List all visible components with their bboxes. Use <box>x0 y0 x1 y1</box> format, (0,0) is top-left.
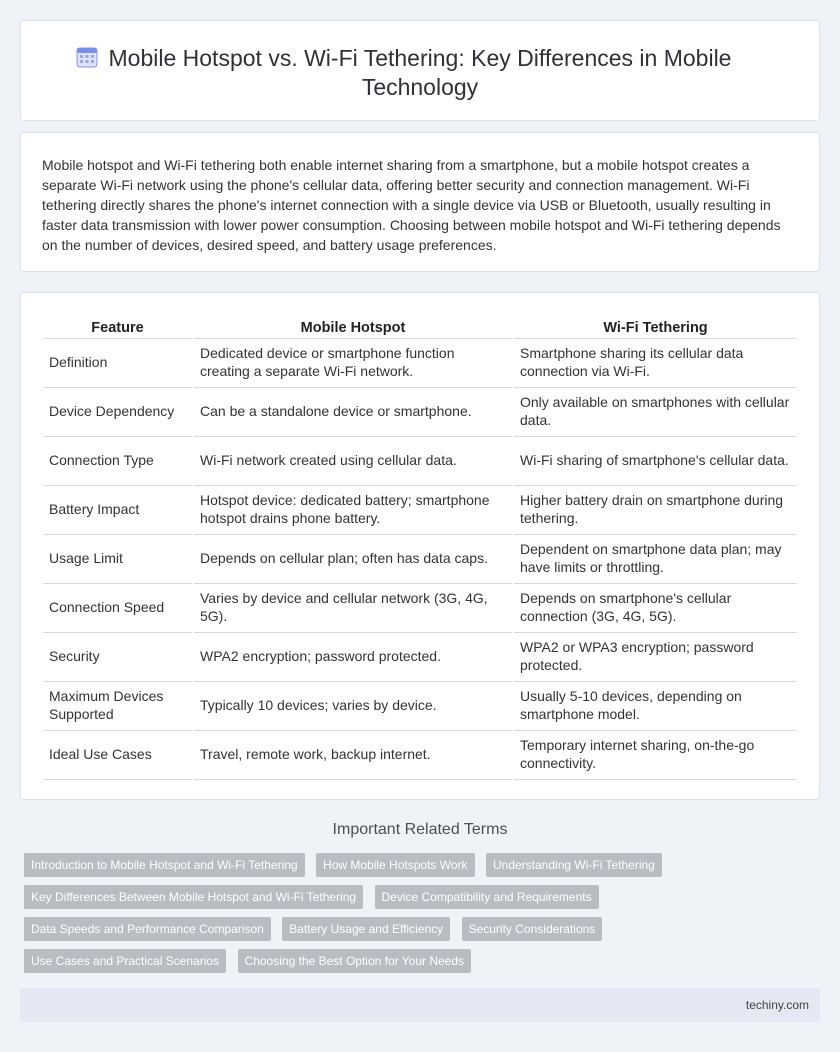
table-row <box>43 681 798 730</box>
related-terms-heading: Important Related Terms <box>332 821 508 838</box>
footer <box>20 988 820 1022</box>
related-terms-list <box>24 853 814 981</box>
related-term-tag[interactable]: Use Cases and Practical Scenarios <box>24 949 226 973</box>
mobile-hotspot-cell: Varies by device and cellular network (3G, 4G, 5G). <box>193 583 513 632</box>
feature-cell: Definition <box>43 338 193 387</box>
related-term-tag[interactable]: Data Speeds and Performance Comparison <box>24 917 271 941</box>
wifi-tethering-cell: WPA2 or WPA3 encryption; password protected. <box>513 632 798 681</box>
table-row <box>43 730 798 779</box>
mobile-hotspot-cell: Depends on cellular plan; often has data caps. <box>193 534 513 583</box>
header-card <box>20 20 820 121</box>
mobile-hotspot-cell: Wi-Fi network created using cellular data. <box>193 436 513 485</box>
related-term-tag[interactable]: How Mobile Hotspots Work <box>316 853 475 877</box>
column-header-mobile-hotspot: Mobile Hotspot <box>193 316 513 338</box>
table-row <box>43 534 798 583</box>
footer-site-link[interactable]: techiny.com <box>745 998 809 1012</box>
wifi-tethering-cell: Wi-Fi sharing of smartphone's cellular data. <box>513 436 798 485</box>
feature-cell: Battery Impact <box>43 485 193 534</box>
table-row <box>43 387 798 436</box>
related-term-tag[interactable]: Choosing the Best Option for Your Needs <box>238 949 471 973</box>
wifi-tethering-cell: Dependent on smartphone data plan; may have limits or throttling. <box>513 534 798 583</box>
feature-cell: Security <box>43 632 193 681</box>
mobile-hotspot-cell: WPA2 encryption; password protected. <box>193 632 513 681</box>
related-term-tag[interactable]: Understanding Wi-Fi Tethering <box>486 853 662 877</box>
wifi-tethering-cell: Smartphone sharing its cellular data connection via Wi-Fi. <box>513 338 798 387</box>
wifi-tethering-cell: Usually 5-10 devices, depending on smartphone model. <box>513 681 798 730</box>
related-term-tag[interactable]: Device Compatibility and Requirements <box>375 885 599 909</box>
feature-cell: Device Dependency <box>43 387 193 436</box>
mobile-hotspot-cell: Travel, remote work, backup internet. <box>193 730 513 779</box>
intro-card <box>20 132 820 272</box>
table-row <box>43 436 798 485</box>
feature-cell: Ideal Use Cases <box>43 730 193 779</box>
table-row <box>43 583 798 632</box>
related-term-tag[interactable]: Security Considerations <box>462 917 603 941</box>
comparison-table-card <box>20 292 820 800</box>
feature-cell: Maximum Devices Supported <box>43 681 193 730</box>
feature-cell: Usage Limit <box>43 534 193 583</box>
mobile-hotspot-cell: Hotspot device: dedicated battery; smartphone hotspot drains phone battery. <box>193 485 513 534</box>
wifi-tethering-cell: Temporary internet sharing, on-the-go connectivity. <box>513 730 798 779</box>
related-term-tag[interactable]: Key Differences Between Mobile Hotspot and Wi-Fi Tethering <box>24 885 363 909</box>
feature-cell: Connection Type <box>43 436 193 485</box>
table-row <box>43 485 798 534</box>
table-header-row <box>43 316 798 338</box>
table-row <box>43 338 798 387</box>
feature-cell: Connection Speed <box>43 583 193 632</box>
table-row <box>43 632 798 681</box>
mobile-hotspot-cell: Dedicated device or smartphone function creating a separate Wi-Fi network. <box>193 338 513 387</box>
related-term-tag[interactable]: Introduction to Mobile Hotspot and Wi-Fi Tethering <box>24 853 305 877</box>
wifi-tethering-cell: Depends on smartphone's cellular connection (3G, 4G, 5G). <box>513 583 798 632</box>
page-title: Mobile Hotspot vs. Wi-Fi Tethering: Key Differences in Mobile Technology <box>108 45 732 100</box>
wifi-tethering-cell: Higher battery drain on smartphone during tethering. <box>513 485 798 534</box>
comparison-table <box>43 316 799 780</box>
mobile-hotspot-cell: Can be a standalone device or smartphone. <box>193 387 513 436</box>
column-header-wifi-tethering: Wi-Fi Tethering <box>513 316 798 338</box>
mobile-hotspot-cell: Typically 10 devices; varies by device. <box>193 681 513 730</box>
wifi-tethering-cell: Only available on smartphones with cellular data. <box>513 387 798 436</box>
column-header-feature: Feature <box>43 316 193 338</box>
related-term-tag[interactable]: Battery Usage and Efficiency <box>282 917 450 941</box>
intro-paragraph: Mobile hotspot and Wi-Fi tethering both enable internet sharing from a smartphone, but a mobile hotspot creates a separate Wi-Fi network using the phone's cellular data, offering better security and connection management. Wi-Fi tethering directly shares the phone's internet connection with a single device via USB or Bluetooth, usually resulting in faster data transmission with lower power consumption. Choosing between mobile hotspot and Wi-Fi tethering depends on the number of devices, desired speed, and battery usage preferences. <box>42 157 781 253</box>
